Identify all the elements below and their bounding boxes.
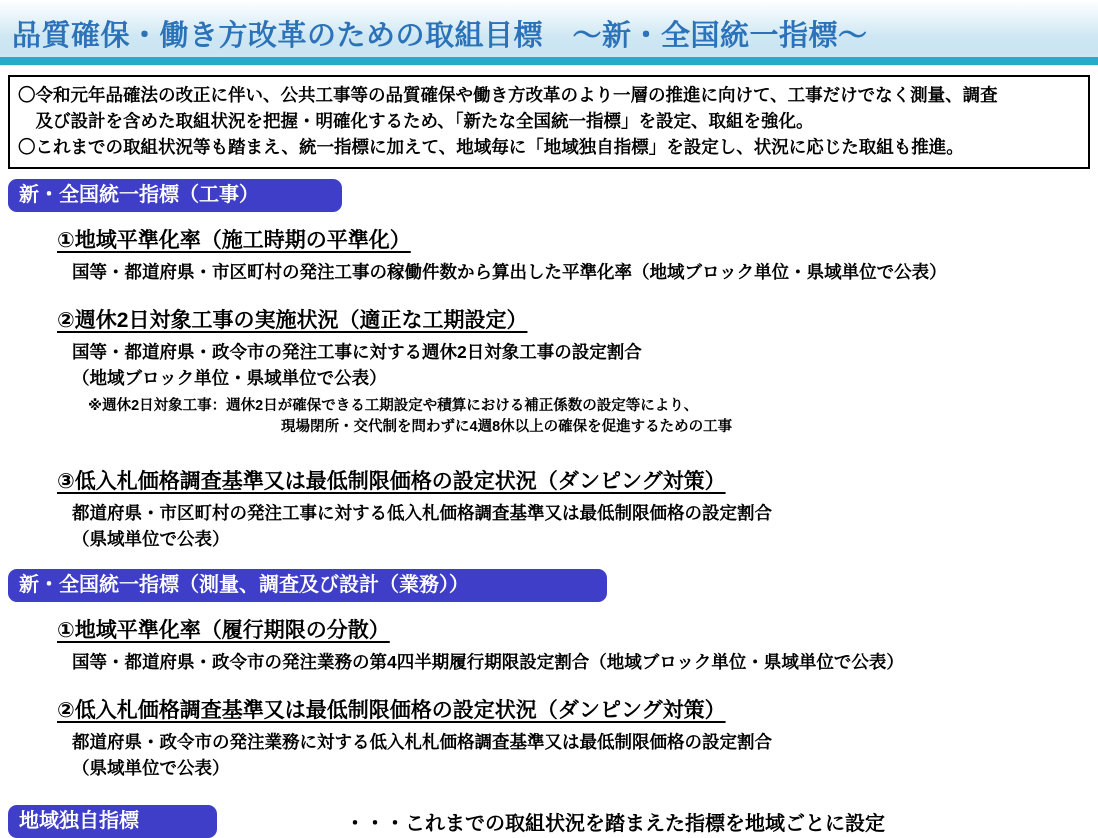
- indicator-item: [0, 465, 1098, 552]
- section-construction: [0, 169, 1098, 552]
- header: [0, 0, 1098, 66]
- summary-line: 〇これまでの取組状況等も踏まえ、統一指標に加えて、地域毎に「地域独自指標」を設定し、状況に応じた取組も推進。: [18, 137, 964, 157]
- section-badge-survey-design: 新・全国統一指標（測量、調査及び設計（業務））: [8, 569, 607, 602]
- indicator-body: 国等・都道府県・政令市の発注業務の第4四半期履行期限設定割合（地域ブロック単位・県域単位で公表）: [72, 652, 904, 672]
- indicator-body: 国等・都道府県・政令市の発注工事に対する週休2日対象工事の設定割合: [72, 342, 642, 362]
- indicator-heading: ③低入札価格調査基準又は最低制限価格の設定状況（ダンピング対策）: [57, 470, 726, 493]
- footnote: [88, 396, 1098, 438]
- section-survey-design: [0, 552, 1098, 781]
- indicator-body: （地域ブロック単位・県域単位で公表）: [72, 368, 387, 388]
- regional-indicator-text: ・・・これまでの取組状況を踏まえた指標を地域ごとに設定: [345, 813, 885, 835]
- indicator-body: 都道府県・政令市の発注業務に対する低入札札価格調査基準又は最低制限価格の設定割合: [72, 732, 772, 752]
- footnote-line: ※週休2日対象工事：週休2日が確保できる工期設定や積算における補正係数の設定等により、: [88, 398, 699, 414]
- footnote-line: 現場閉所・交代制を問わずに4週8休以上の確保を促進するための工事: [281, 419, 733, 435]
- summary-line: 〇令和元年品確法の改正に伴い、公共工事等の品質確保や働き方改革のより一層の推進に向けて、工事だけでなく測量、調査: [18, 85, 998, 105]
- indicator-item: [0, 614, 1098, 675]
- indicator-heading: ①地域平準化率（施工時期の平準化）: [57, 229, 411, 252]
- regional-indicator-badge: 地域独自指標: [8, 805, 217, 838]
- page-title: 品質確保・働き方改革のための取組目標 ～新・全国統一指標～: [12, 20, 868, 52]
- indicator-heading: ②低入札価格調査基準又は最低制限価格の設定状況（ダンピング対策）: [57, 699, 726, 722]
- regional-indicator-row: [8, 805, 1098, 838]
- summary-box: [8, 75, 1090, 169]
- indicator-body: （県域単位で公表）: [72, 529, 230, 549]
- indicator-heading: ②週休2日対象工事の実施状況（適正な工期設定）: [57, 309, 528, 332]
- section-badge-construction: 新・全国統一指標（工事）: [8, 179, 342, 212]
- header-accent-bar: [0, 57, 1098, 65]
- summary-line: 及び設計を含めた取組状況を把握・明確化するため、「新たな全国統一指標」を設定、取組を強化。: [18, 111, 814, 131]
- indicator-item: [0, 694, 1098, 781]
- indicator-item: [0, 304, 1098, 438]
- indicator-body: 都道府県・市区町村の発注工事に対する低入札価格調査基準又は最低制限価格の設定割合: [72, 503, 772, 523]
- indicator-body: （県域単位で公表）: [72, 758, 230, 778]
- indicator-item: [0, 224, 1098, 285]
- indicator-body: 国等・都道府県・市区町村の発注工事の稼働件数から算出した平準化率（地域ブロック単位・県域単位で公表）: [72, 262, 947, 282]
- indicator-heading: ①地域平準化率（履行期限の分散）: [57, 619, 390, 642]
